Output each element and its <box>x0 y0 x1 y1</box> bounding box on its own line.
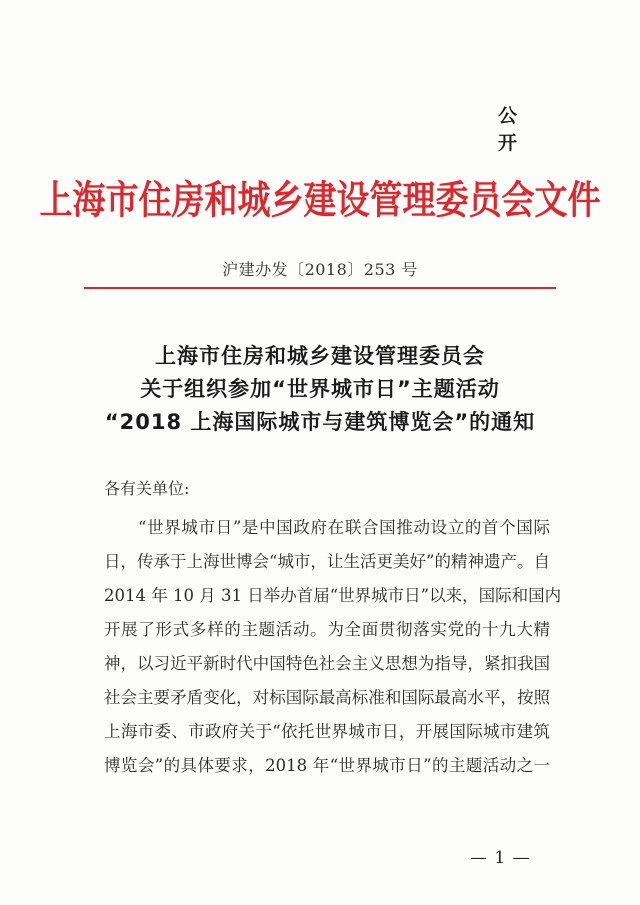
notice-heading-line-1: 上海市住房和城乡建设管理委员会 <box>155 344 485 368</box>
classification-label: 公 开 <box>498 105 524 154</box>
document-number: 沪建办发〔2018〕253 号 <box>222 260 418 279</box>
body-text-line: “世界城市日”是中国政府在联合国推动设立的首个国际 <box>138 518 550 537</box>
notice-heading-line-2: 关于组织参加“世界城市日”主题活动 <box>140 377 500 401</box>
salutation: 各有关单位: <box>104 479 190 498</box>
body-text-line: 神，以习近平新时代中国特色社会主义思想为指导，紧扣我国 <box>104 654 550 673</box>
body-text-line: 日，传承于上海世博会“城市，让生活更美好”的精神遗产。自 <box>104 552 550 571</box>
body-text-line: 博览会”的具体要求，2018 年“世界城市日”的主题活动之一 <box>104 756 550 775</box>
red-divider-line <box>84 287 556 289</box>
body-text-line: 上海市委、市政府关于“依托世界城市日，开展国际城市建筑 <box>104 722 550 741</box>
body-text-line: 2014 年 10 月 31 日举办首届“世界城市日”以来，国际和国内 <box>104 586 562 605</box>
body-text-line: 开展了形式多样的主题活动。为全面贯彻落实党的十九大精 <box>104 620 550 639</box>
notice-heading-line-3: “2018 上海国际城市与建筑博览会”的通知 <box>104 410 536 434</box>
body-text-line: 社会主要矛盾变化，对标国际最高标准和国际最高水平，按照 <box>104 688 550 707</box>
page-number: — 1 — <box>470 848 531 868</box>
issuer-title: 上海市住房和城乡建设管理委员会文件 <box>39 177 601 224</box>
